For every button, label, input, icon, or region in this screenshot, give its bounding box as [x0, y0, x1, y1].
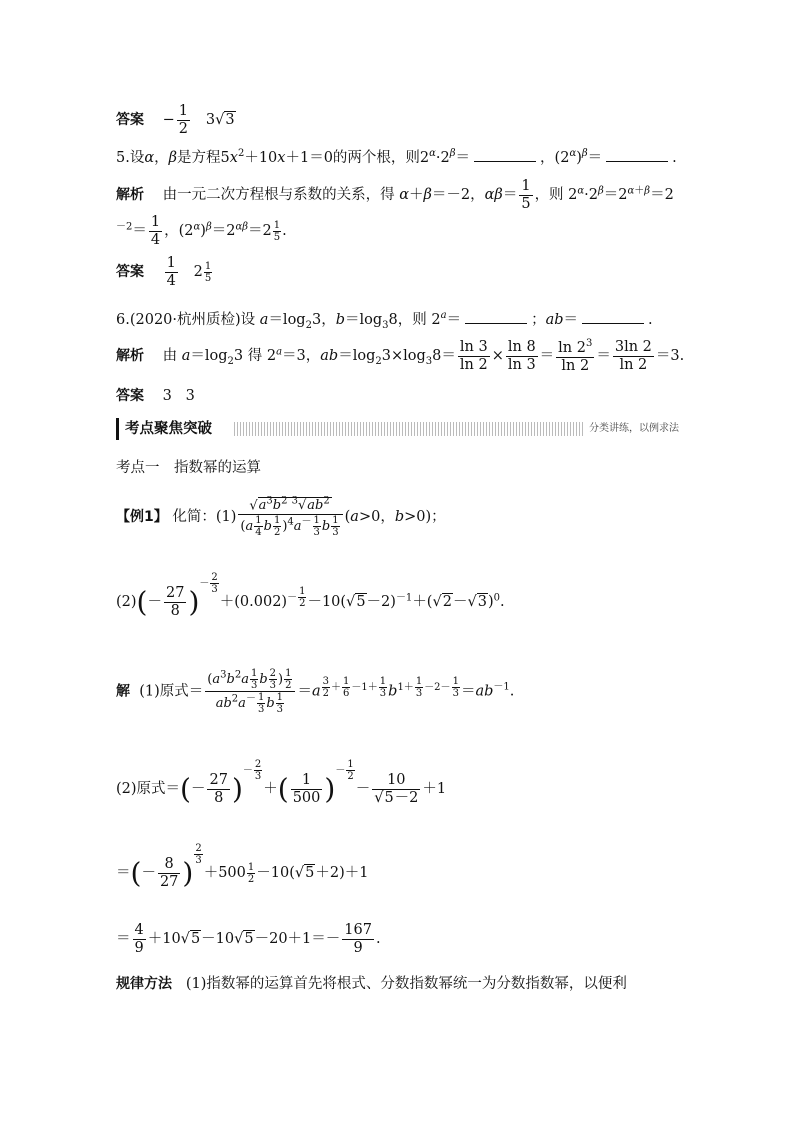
- blank-field: [465, 311, 527, 324]
- answer-label: 答案: [116, 264, 144, 281]
- example-1-part-1: 【例1】 化简：(1) $√a^3b^2$ $^3√ab^2$ (a $\frac{1}{4}$ b $\frac{1}{2}$ )$^4$a－ $\frac{1}{3}$ b $\frac{1}{3}$ (a>0，b>0)；: [116, 496, 446, 539]
- answer-label: 答案: [116, 112, 144, 129]
- solution-label: 解析: [116, 187, 144, 204]
- solution-part-1: 解 (1)原式＝ ($a^3b^2a$ $\frac{1}{3}$ b $\frac{2}{3}$ ) $\frac{1}{2}$ $ab^2a^-$ $\frac{1}{3}$ b $\frac{1}{3}$ ＝a $^{\frac{3}{2} + \frac{1}{6} -1+ \frac{1}{3}}$ $b^{1+ \frac{1}{3} -2- \frac{1}{3}}$ $=ab^{-1}$.: [116, 668, 515, 715]
- solution-6: 解析 由 $a=\log_23$ 得 $2^a=3$，$ab=\log_23\times\log_38=$ $\frac{\ln 3}{\ln 2}$ × $\frac{\ln 8}{\ln 3}$ ＝ $\frac{\ln 2^3}{\ln 2}$ ＝ $\frac{3\ln 2}{\ln 2}$ ＝3.: [116, 338, 685, 374]
- solution-part-2-line-2: ＝(－ $\frac{8}{27}$ ) $^{\frac{2}{3}}$ ＋500 $\frac{1}{2}$ －10(√5＋2)＋1: [116, 843, 369, 890]
- answer-label: 答案: [116, 388, 144, 404]
- example-1-part-2: (2)(－ $\frac{27}{8}$ )$^{- \frac{2}{3}}$ $+(0.002)^{- \frac{1}{2}}$ $-10(√5-2)^{-1}+(√2-√3)^0$.: [116, 572, 505, 619]
- blank-field: [606, 149, 668, 162]
- blank-field: [474, 149, 536, 162]
- section-subtitle: 分类讲练，以例求法: [585, 418, 679, 440]
- method-text: (1)指数幂的运算首先将根式、分数指数幂统一为分数指数幂，以便利: [185, 976, 627, 992]
- topic-heading: 考点一 指数幂的运算: [116, 460, 261, 476]
- answer-value: − $\frac{1}{2}$ 3√3: [162, 103, 235, 137]
- section-title: 考点聚焦突破: [116, 418, 218, 440]
- method-label: 规律方法: [116, 976, 172, 992]
- answer-line-5: 答案 $\frac{1}{4}$ 2 $\frac{1}{5}$: [116, 255, 212, 289]
- solution-label: 解析: [116, 348, 144, 365]
- blank-field: [582, 311, 644, 324]
- solution-part-2-line-3: ＝ $\frac{4}{9}$ ＋10√5－10√5－20＋1＝－ $\frac{167}{9}$ .: [116, 922, 381, 956]
- question-6: 6.(2020·杭州质检)设 $a=\log_23$，$b=\log_38$，则 $2^a=$ ；ab＝ .: [116, 310, 653, 331]
- question-5: 5.设α，β是方程$5x^2+10x+1=0$的两个根，则$2^\alpha\cdot 2^\beta=$ ，$(2^\alpha)^\beta=$ .: [116, 148, 677, 166]
- solution-part-2-line-1: (2)原式＝(－ $\frac{27}{8}$ )$^{- \frac{2}{3}}$ ＋( $\frac{1}{500}$ )$^{- \frac{1}{2}}$ － $\frac{10}{√5-2}$ ＋1: [116, 759, 447, 806]
- solution-5-line-2: $^{-2}$＝ $\frac{1}{4}$ ，$(2^\alpha)^\beta=2^{\alpha\beta}=2$ $\frac{1}{5}$ .: [116, 214, 287, 248]
- answer-value: 3 3: [162, 388, 195, 404]
- method-line: [116, 972, 627, 993]
- example-label: 【例1】: [116, 509, 168, 526]
- solution-5-line-1: 解析 由一元二次方程根与系数的关系，得 α＋β＝－2，αβ＝ $\frac{1}{5}$ ，则 $2^\alpha\cdot 2^\beta=2^{\alpha+\beta}=2$: [116, 178, 674, 212]
- answer-line-1: [116, 103, 236, 137]
- solution-label: 解: [116, 683, 130, 700]
- answer-line-6: [116, 385, 195, 405]
- section-header: [116, 418, 679, 440]
